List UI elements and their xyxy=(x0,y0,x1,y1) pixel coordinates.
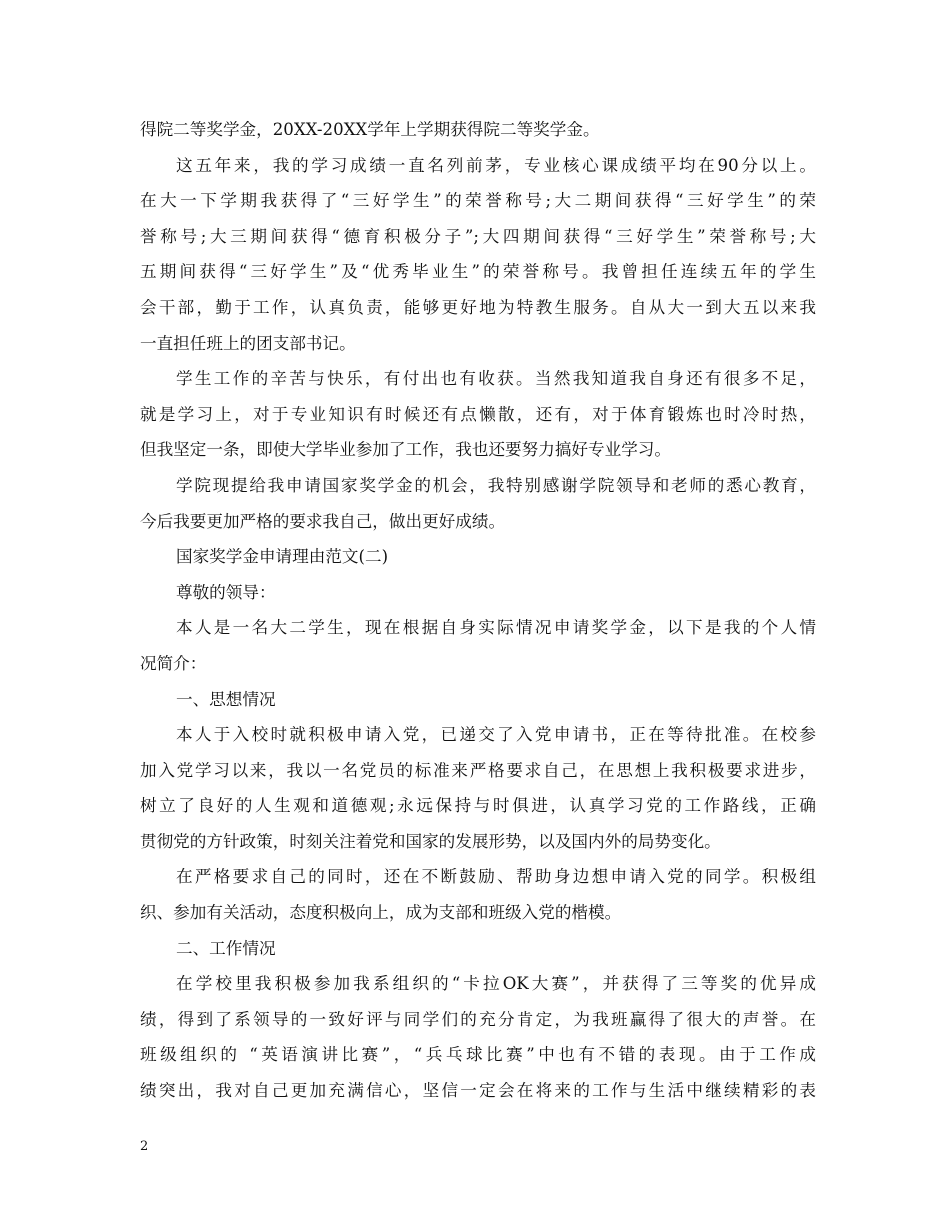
text-line: 绩突出，我对自己更加充满信心，坚信一定会在将来的工作与生活中继续精彩的表 xyxy=(140,1081,816,1101)
text-line: 在学校里我积极参加我系组织的“卡拉OK大赛”，并获得了三等奖的优异成 xyxy=(176,974,816,994)
text-line: 学院现提给我申请国家奖学金的机会，我特别感谢学院领导和老师的悉心教育， xyxy=(176,475,816,495)
text-line: 就是学习上，对于专业知识有时候还有点懒散，还有，对于体育锻炼也时冷时热， xyxy=(140,404,816,424)
text-line: 绩，得到了系领导的一致好评与同学们的充分肯定，为我班赢得了很大的声誉。在 xyxy=(140,1009,816,1029)
text-line: 加入党学习以来，我以一名党员的标准来严格要求自己，在思想上我积极要求进步， xyxy=(140,760,816,780)
text-line: 会干部，勤于工作，认真负责，能够更好地为特教生服务。自从大一到大五以来我 xyxy=(140,297,816,317)
text-line: 本人于入校时就积极申请入党，已递交了入党申请书，正在等待批准。在校参 xyxy=(176,725,816,745)
text-line: 得院二等奖学金，20XX-20XX学年上学期获得院二等奖学金。 xyxy=(140,120,600,139)
text-line: 誉称号;大三期间获得“德育积极分子”;大四期间获得“三好学生”荣誉称号;大 xyxy=(140,226,816,246)
text-line: 贯彻党的方针政策，时刻关注着党和国家的发展形势，以及国内外的局势变化。 xyxy=(140,831,721,851)
text-line: 在大一下学期我获得了“三好学生”的荣誉称号;大二期间获得“三好学生”的荣 xyxy=(140,191,816,211)
text-line: 一、思想情况 xyxy=(176,689,276,709)
text-line: 今后我要更加严格的要求我自己，做出更好成绩。 xyxy=(140,511,506,531)
text-line: 二、工作情况 xyxy=(176,938,276,958)
text-line: 在严格要求自己的同时，还在不断鼓励、帮助身边想申请入党的同学。积极组 xyxy=(176,867,816,887)
text-line: 本人是一名大二学生，现在根据自身实际情况申请奖学金，以下是我的个人情 xyxy=(176,618,816,638)
text-line: 这五年来，我的学习成绩一直名列前茅，专业核心课成绩平均在90分以上。 xyxy=(176,155,816,175)
page-number: 2 xyxy=(140,1139,149,1154)
text-line: 国家奖学金申请理由范文(二) xyxy=(176,547,389,567)
text-line: 况简介： xyxy=(140,653,207,673)
text-line: 尊敬的领导： xyxy=(176,582,276,602)
text-line: 一直担任班上的团支部书记。 xyxy=(140,333,356,353)
text-line: 班级组织的 “英语演讲比赛”，“兵乓球比赛”中也有不错的表现。由于工作成 xyxy=(140,1045,816,1065)
text-line: 五期间获得“三好学生”及“优秀毕业生”的荣誉称号。我曾担任连续五年的学生 xyxy=(140,262,816,282)
text-line: 但我坚定一条，即使大学毕业参加了工作，我也还要努力搞好专业学习。 xyxy=(140,440,671,460)
document-body xyxy=(140,112,816,1109)
text-line: 学生工作的辛苦与快乐，有付出也有收获。当然我知道我自身还有很多不足， xyxy=(176,369,816,389)
text-line: 树立了良好的人生观和道德观;永远保持与时俱进，认真学习党的工作路线，正确 xyxy=(140,796,816,816)
text-line: 织、参加有关活动，态度积极向上，成为支部和班级入党的楷模。 xyxy=(140,903,622,923)
